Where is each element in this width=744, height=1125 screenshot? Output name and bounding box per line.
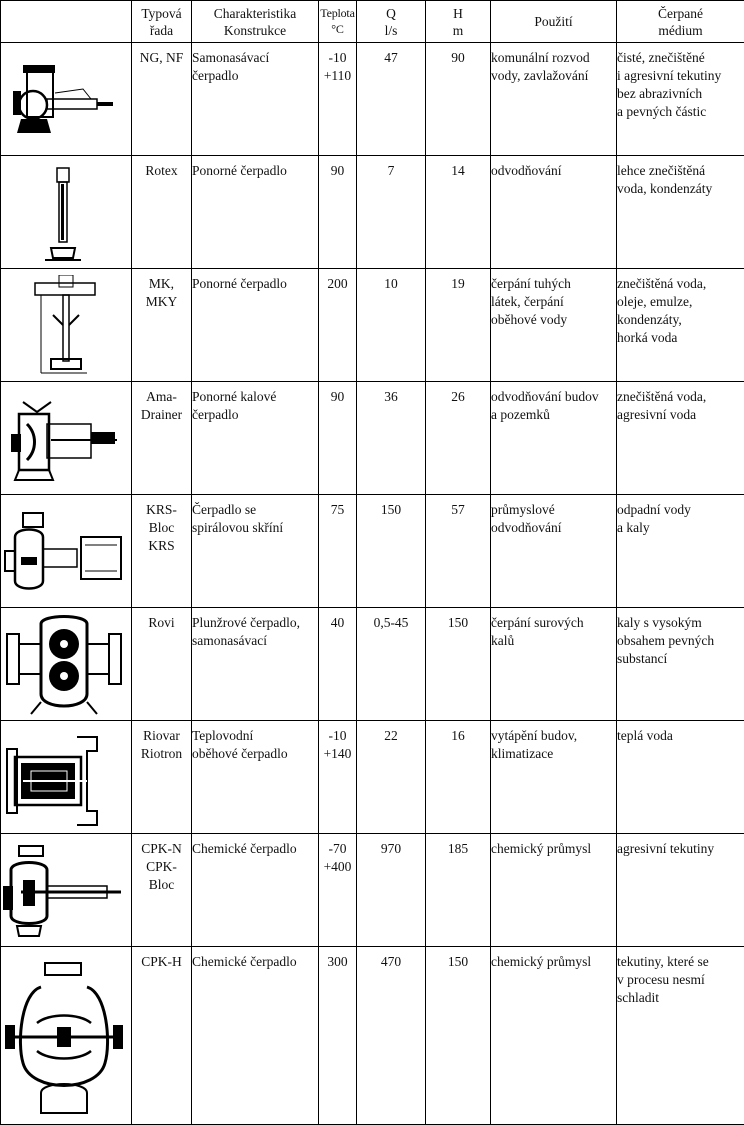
flow-cell: [357, 495, 426, 608]
flow-text: 36: [357, 388, 425, 406]
pump-image-cell: [1, 495, 132, 608]
usage-cell: [491, 382, 617, 495]
series-text: Riovar: [132, 727, 191, 745]
series-text: MK,: [132, 275, 191, 293]
series-cell: [132, 382, 192, 495]
construction-cell: [192, 43, 319, 156]
construction-text: samonasávací: [192, 632, 318, 650]
usage-cell: [491, 608, 617, 721]
head-text: 90: [426, 49, 490, 67]
construction-cell: [192, 495, 319, 608]
head-cell: [426, 269, 491, 382]
table-row: [1, 495, 744, 608]
construction-cell: [192, 608, 319, 721]
construction-text: Chemické čerpadlo: [192, 953, 318, 971]
rotary-lobe-pump-drawing-icon: [1, 614, 127, 720]
table-row: [1, 382, 744, 495]
header-medium: Čerpané médium: [617, 1, 744, 43]
temperature-text: -10: [319, 49, 356, 67]
usage-text: chemický průmysl: [491, 953, 616, 971]
medium-cell: [617, 269, 744, 382]
header-series: Typová řada: [132, 1, 192, 43]
flow-text: 470: [357, 953, 425, 971]
usage-text: a pozemků: [491, 406, 616, 424]
temperature-text: 90: [319, 162, 356, 180]
series-cell: [132, 495, 192, 608]
construction-text: Chemické čerpadlo: [192, 840, 318, 858]
head-cell: [426, 947, 491, 1125]
series-cell: [132, 947, 192, 1125]
usage-text: chemický průmysl: [491, 840, 616, 858]
usage-text: oběhové vody: [491, 311, 616, 329]
flow-text: 10: [357, 275, 425, 293]
series-text: CPK-H: [132, 953, 191, 971]
usage-text: komunální rozvod: [491, 49, 616, 67]
series-text: CPK-: [132, 858, 191, 876]
construction-cell: [192, 947, 319, 1125]
usage-cell: [491, 721, 617, 834]
sludge-pump-section-drawing-icon: [1, 388, 127, 494]
flow-cell: [357, 721, 426, 834]
table-row: [1, 608, 744, 721]
table-row: [1, 269, 744, 382]
chemical-pump-drawing-icon: [1, 840, 127, 946]
medium-cell: [617, 495, 744, 608]
temperature-cell: [319, 947, 357, 1125]
head-cell: [426, 608, 491, 721]
medium-cell: [617, 43, 744, 156]
construction-cell: [192, 269, 319, 382]
flow-cell: [357, 156, 426, 269]
flow-text: 0,5-45: [357, 614, 425, 632]
construction-text: Plunžrové čerpadlo,: [192, 614, 318, 632]
flow-text: 22: [357, 727, 425, 745]
series-text: Riotron: [132, 745, 191, 763]
medium-text: schladit: [617, 989, 744, 1007]
head-cell: [426, 495, 491, 608]
pump-image-cell: [1, 834, 132, 947]
construction-text: spirálovou skříní: [192, 519, 318, 537]
head-text: 185: [426, 840, 490, 858]
circulation-pump-drawing-icon: [1, 727, 127, 833]
self-priming-pump-drawing-icon: [1, 49, 127, 155]
usage-text: čerpání tuhých: [491, 275, 616, 293]
construction-cell: [192, 721, 319, 834]
flow-cell: [357, 382, 426, 495]
heated-chemical-pump-drawing-icon: [1, 953, 127, 1124]
medium-text: bez abrazivních: [617, 85, 744, 103]
temperature-text: 40: [319, 614, 356, 632]
flow-text: 7: [357, 162, 425, 180]
series-text: MKY: [132, 293, 191, 311]
usage-text: klimatizace: [491, 745, 616, 763]
temperature-cell: [319, 495, 357, 608]
usage-cell: [491, 43, 617, 156]
series-cell: [132, 43, 192, 156]
temperature-cell: [319, 608, 357, 721]
series-cell: [132, 269, 192, 382]
submersible-pump-with-tank-drawing-icon: [1, 275, 127, 381]
usage-text: odvodňování budov: [491, 388, 616, 406]
medium-cell: [617, 721, 744, 834]
head-text: 16: [426, 727, 490, 745]
series-cell: [132, 721, 192, 834]
series-text: Ama-: [132, 388, 191, 406]
medium-text: v procesu nesmí: [617, 971, 744, 989]
medium-cell: [617, 156, 744, 269]
construction-text: čerpadlo: [192, 406, 318, 424]
medium-text: znečištěná voda,: [617, 388, 744, 406]
medium-text: substancí: [617, 650, 744, 668]
medium-text: obsahem pevných: [617, 632, 744, 650]
series-text: Bloc: [132, 519, 191, 537]
series-cell: [132, 608, 192, 721]
temperature-cell: [319, 834, 357, 947]
flow-cell: [357, 947, 426, 1125]
series-text: Bloc: [132, 876, 191, 894]
series-text: NG, NF: [132, 49, 191, 67]
pump-image-cell: [1, 43, 132, 156]
series-text: KRS-: [132, 501, 191, 519]
medium-text: znečištěná voda,: [617, 275, 744, 293]
temperature-text: +400: [319, 858, 356, 876]
series-text: KRS: [132, 537, 191, 555]
temperature-text: 200: [319, 275, 356, 293]
usage-text: odvodňování: [491, 519, 616, 537]
series-text: Rotex: [132, 162, 191, 180]
series-text: Rovi: [132, 614, 191, 632]
table-row: [1, 43, 744, 156]
medium-text: tekutiny, které se: [617, 953, 744, 971]
temperature-cell: [319, 382, 357, 495]
usage-text: látek, čerpání: [491, 293, 616, 311]
construction-text: Čerpadlo se: [192, 501, 318, 519]
temperature-text: -10: [319, 727, 356, 745]
temperature-cell: [319, 156, 357, 269]
medium-text: agresivní tekutiny: [617, 840, 744, 858]
usage-text: vody, zavlažování: [491, 67, 616, 85]
flow-cell: [357, 834, 426, 947]
medium-cell: [617, 947, 744, 1125]
medium-text: agresivní voda: [617, 406, 744, 424]
construction-text: Teplovodní: [192, 727, 318, 745]
temperature-text: -70: [319, 840, 356, 858]
temperature-cell: [319, 721, 357, 834]
flow-cell: [357, 43, 426, 156]
medium-text: voda, kondenzáty: [617, 180, 744, 198]
medium-text: a kaly: [617, 519, 744, 537]
flow-cell: [357, 269, 426, 382]
temperature-cell: [319, 269, 357, 382]
usage-cell: [491, 156, 617, 269]
construction-text: oběhové čerpadlo: [192, 745, 318, 763]
medium-text: oleje, emulze,: [617, 293, 744, 311]
series-cell: [132, 834, 192, 947]
construction-text: Samonasávací: [192, 49, 318, 67]
medium-text: kondenzáty,: [617, 311, 744, 329]
construction-cell: [192, 834, 319, 947]
medium-text: čisté, znečištěné: [617, 49, 744, 67]
usage-cell: [491, 947, 617, 1125]
head-text: 26: [426, 388, 490, 406]
pump-image-cell: [1, 382, 132, 495]
series-text: CPK-N: [132, 840, 191, 858]
medium-text: teplá voda: [617, 727, 744, 745]
header-construction: Charakteristika Konstrukce: [192, 1, 319, 43]
table-row: [1, 834, 744, 947]
medium-text: lehce znečištěná: [617, 162, 744, 180]
construction-text: Ponorné kalové: [192, 388, 318, 406]
flow-cell: [357, 608, 426, 721]
head-text: 14: [426, 162, 490, 180]
medium-text: odpadní vody: [617, 501, 744, 519]
head-cell: [426, 43, 491, 156]
construction-text: čerpadlo: [192, 67, 318, 85]
flow-text: 47: [357, 49, 425, 67]
construction-text: Ponorné čerpadlo: [192, 162, 318, 180]
temperature-text: 90: [319, 388, 356, 406]
temperature-cell: [319, 43, 357, 156]
pump-image-cell: [1, 608, 132, 721]
temperature-text: 300: [319, 953, 356, 971]
pump-image-cell: [1, 156, 132, 269]
head-text: 150: [426, 614, 490, 632]
usage-text: odvodňování: [491, 162, 616, 180]
usage-text: průmyslové: [491, 501, 616, 519]
header-temperature: Teplota °C: [319, 1, 357, 43]
usage-cell: [491, 269, 617, 382]
head-text: 57: [426, 501, 490, 519]
head-cell: [426, 834, 491, 947]
table-row: [1, 156, 744, 269]
pump-image-cell: [1, 269, 132, 382]
submersible-shaft-pump-drawing-icon: [1, 162, 127, 268]
table-row: [1, 721, 744, 834]
series-text: Drainer: [132, 406, 191, 424]
medium-text: i agresivní tekutiny: [617, 67, 744, 85]
usage-text: vytápění budov,: [491, 727, 616, 745]
usage-text: kalů: [491, 632, 616, 650]
medium-text: horká voda: [617, 329, 744, 347]
construction-text: Ponorné čerpadlo: [192, 275, 318, 293]
head-cell: [426, 721, 491, 834]
head-cell: [426, 382, 491, 495]
pump-image-cell: [1, 947, 132, 1125]
head-cell: [426, 156, 491, 269]
header-head: H m: [426, 1, 491, 43]
flow-text: 150: [357, 501, 425, 519]
usage-cell: [491, 495, 617, 608]
flow-text: 970: [357, 840, 425, 858]
medium-text: a pevných částic: [617, 103, 744, 121]
construction-cell: [192, 156, 319, 269]
pump-image-cell: [1, 721, 132, 834]
header-usage: Použití: [491, 1, 617, 43]
temperature-text: +110: [319, 67, 356, 85]
header-flow: Q l/s: [357, 1, 426, 43]
volute-casing-pump-drawing-icon: [1, 501, 127, 607]
series-cell: [132, 156, 192, 269]
temperature-text: 75: [319, 501, 356, 519]
medium-cell: [617, 834, 744, 947]
medium-cell: [617, 382, 744, 495]
usage-cell: [491, 834, 617, 947]
medium-cell: [617, 608, 744, 721]
header-row: [1, 1, 744, 43]
head-text: 150: [426, 953, 490, 971]
header-image: [1, 1, 132, 43]
usage-text: čerpání surových: [491, 614, 616, 632]
table-row: [1, 947, 744, 1125]
medium-text: kaly s vysokým: [617, 614, 744, 632]
construction-cell: [192, 382, 319, 495]
head-text: 19: [426, 275, 490, 293]
temperature-text: +140: [319, 745, 356, 763]
